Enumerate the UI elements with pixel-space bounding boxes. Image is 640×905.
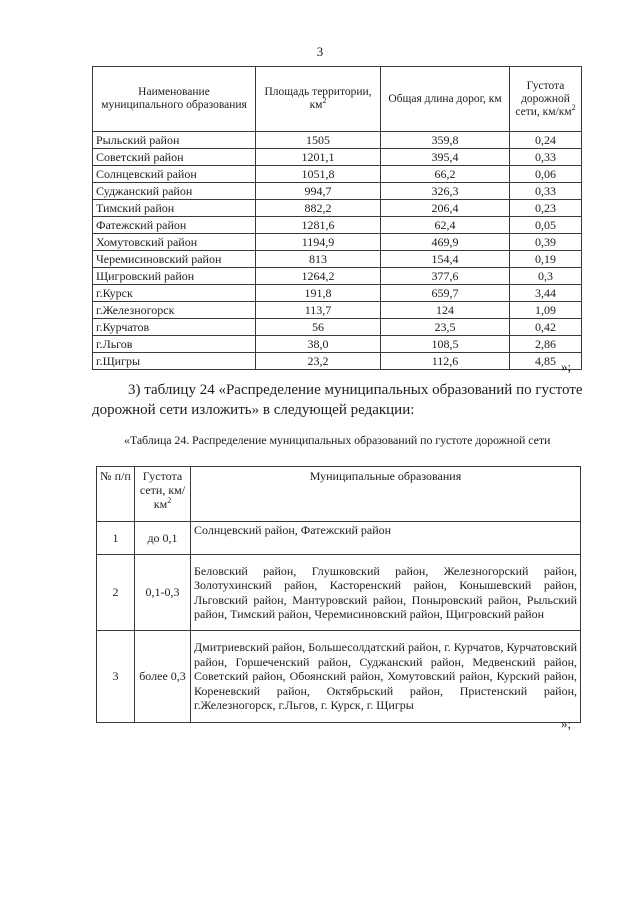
cell-name: г.Щигры (93, 353, 256, 370)
cell-length: 359,8 (381, 132, 510, 149)
header-area-label: Площадь территории, км (264, 86, 372, 111)
header-density-label: Густота дорожной сети, км/км (515, 79, 572, 118)
table-row (93, 336, 582, 353)
paragraph-line-2: дорожной сети изложить» в следующей редакции: (92, 402, 415, 418)
table-row (93, 285, 582, 302)
cell-area: 56 (256, 319, 381, 336)
table1-end-mark: »; (561, 359, 572, 374)
cell-length: 108,5 (381, 336, 510, 353)
cell-density: 0,19 (510, 251, 582, 268)
header-num: № п/п (97, 467, 135, 522)
cell-name: Черемисиновский район (93, 251, 256, 268)
cell-area: 1281,6 (256, 217, 381, 234)
cell-density: 0,33 (510, 183, 582, 200)
header-area (256, 67, 381, 132)
cell-density: 0,33 (510, 149, 582, 166)
row-density: до 0,1 (135, 522, 191, 555)
cell-name: Солнцевский район (93, 166, 256, 183)
cell-name: Хомутовский район (93, 234, 256, 251)
row-num: 2 (97, 555, 135, 631)
cell-name: Фатежский район (93, 217, 256, 234)
cell-name: Рыльский район (93, 132, 256, 149)
cell-length: 154,4 (381, 251, 510, 268)
page-number: 3 (316, 44, 324, 59)
cell-density: 1,09 (510, 302, 582, 319)
cell-density: 0,06 (510, 166, 582, 183)
header-density (135, 467, 191, 522)
cell-name: г.Курчатов (93, 319, 256, 336)
cell-length: 112,6 (381, 353, 510, 370)
cell-area: 23,2 (256, 353, 381, 370)
cell-area: 1264,2 (256, 268, 381, 285)
cell-length: 206,4 (381, 200, 510, 217)
cell-density: 4,85 (510, 353, 582, 370)
header-municipalities: Муниципальные образования (191, 467, 581, 522)
cell-name: г.Курск (93, 285, 256, 302)
table-row (93, 166, 582, 183)
cell-name: Советский район (93, 149, 256, 166)
cell-area: 113,7 (256, 302, 381, 319)
row-municipalities: Солнцевский район, Фатежский район (191, 522, 581, 555)
cell-density: 0,42 (510, 319, 582, 336)
table-row (97, 631, 581, 723)
table-row (93, 302, 582, 319)
row-density: более 0,3 (135, 631, 191, 723)
cell-name: г.Железногорск (93, 302, 256, 319)
cell-length: 377,6 (381, 268, 510, 285)
table-row (93, 200, 582, 217)
table-row (93, 319, 582, 336)
cell-density: 0,3 (510, 268, 582, 285)
cell-name: Суджанский район (93, 183, 256, 200)
cell-length: 469,9 (381, 234, 510, 251)
cell-length: 659,7 (381, 285, 510, 302)
cell-area: 882,2 (256, 200, 381, 217)
table-row (93, 217, 582, 234)
cell-length: 62,4 (381, 217, 510, 234)
road-density-table (92, 66, 582, 370)
header-area-sup: 2 (322, 96, 327, 106)
table-header-row (93, 67, 582, 132)
cell-area: 1505 (256, 132, 381, 149)
table-caption: «Таблица 24. Распределение муниципальных образований по густоте дорожной сети (124, 433, 551, 447)
table-row (93, 234, 582, 251)
cell-area: 1194,9 (256, 234, 381, 251)
cell-area: 38,0 (256, 336, 381, 353)
cell-length: 395,4 (381, 149, 510, 166)
header-density-sup: 2 (571, 102, 576, 112)
table-row (93, 353, 582, 370)
cell-length: 23,5 (381, 319, 510, 336)
cell-density: 0,05 (510, 217, 582, 234)
cell-area: 813 (256, 251, 381, 268)
cell-name: Тимский район (93, 200, 256, 217)
table-row (93, 183, 582, 200)
cell-length: 66,2 (381, 166, 510, 183)
row-municipalities: Дмитриевский район, Большесолдатский район, г. Курчатов, Курчатовский район, Горшеченский район, Суджанский район, Медвенский район, Советский район, Обоянский район, Хомутовский район, Курский район, Кореневский район, Октябрьский район, Пристенский район, г.Железногорск, г.Льгов, г. Курск, г. Щигры (191, 631, 581, 723)
cell-density: 3,44 (510, 285, 582, 302)
row-municipalities: Беловский район, Глушковский район, Железногорский район, Золотухинский район, Касторенский район, Конышевский район, Льговский район, Мантуровский район, Поныровский район, Рыльский район, Тимский район, Черемисиновский район, Щигровский район (191, 555, 581, 631)
paragraph-line-1: 3) таблицу 24 «Распределение муниципальных образований по густоте (128, 382, 583, 398)
row-num: 1 (97, 522, 135, 555)
table-row (93, 149, 582, 166)
row-density: 0,1-0,3 (135, 555, 191, 631)
table2-end-mark: »; (561, 716, 572, 731)
table-row (97, 555, 581, 631)
cell-density: 0,23 (510, 200, 582, 217)
table-row (93, 251, 582, 268)
header-density-sup: 2 (167, 496, 172, 505)
cell-area: 1201,1 (256, 149, 381, 166)
table-row (97, 522, 581, 555)
cell-density: 0,39 (510, 234, 582, 251)
table-row (93, 132, 582, 149)
cell-density: 0,24 (510, 132, 582, 149)
cell-name: г.Льгов (93, 336, 256, 353)
cell-length: 326,3 (381, 183, 510, 200)
cell-area: 994,7 (256, 183, 381, 200)
cell-name: Щигровский район (93, 268, 256, 285)
header-length: Общая длина дорог, км (381, 67, 510, 132)
table-header-row (97, 467, 581, 522)
cell-density: 2,86 (510, 336, 582, 353)
cell-length: 124 (381, 302, 510, 319)
row-num: 3 (97, 631, 135, 723)
density-distribution-table (96, 466, 581, 723)
table-row (93, 268, 582, 285)
cell-area: 1051,8 (256, 166, 381, 183)
header-density (510, 67, 582, 132)
header-name: Наименование муниципального образования (93, 67, 256, 132)
cell-area: 191,8 (256, 285, 381, 302)
header-density-label: Густота сети, км/км (139, 469, 186, 511)
